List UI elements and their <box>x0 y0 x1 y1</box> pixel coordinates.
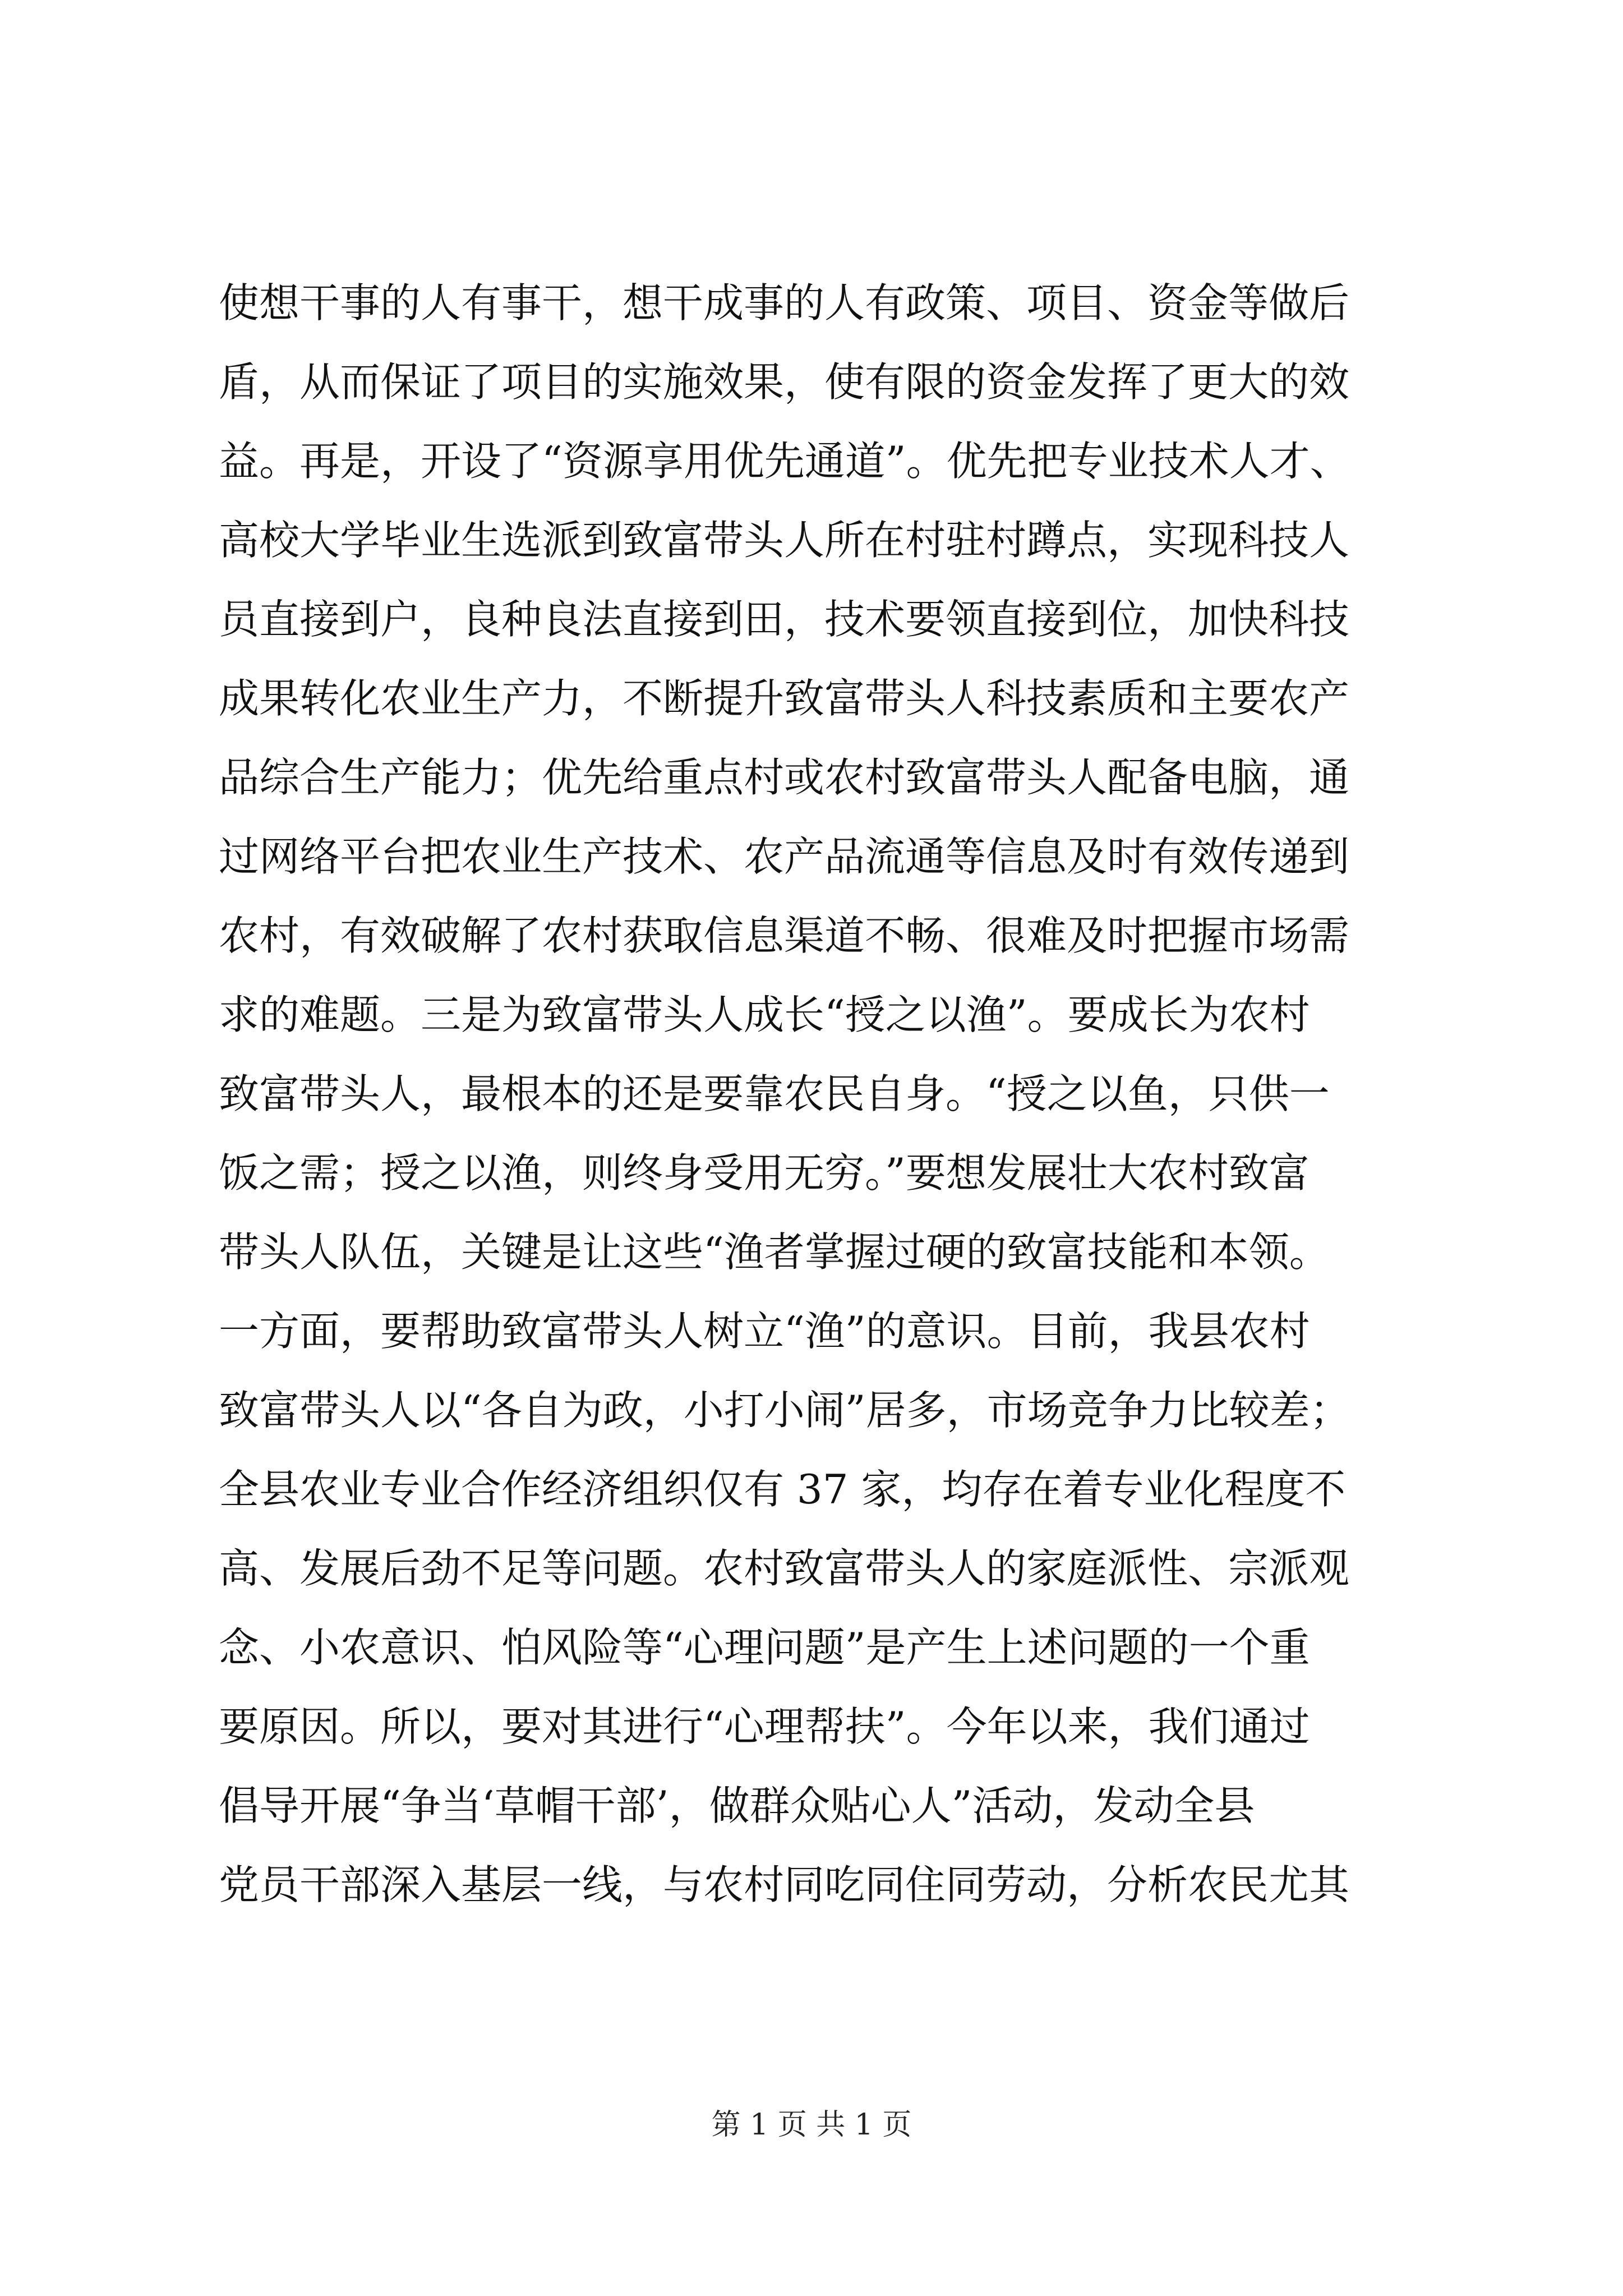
text-line: 党员干部深入基层一线，与农村同吃同住同劳动，分析农民尤其 <box>219 1861 1350 1908</box>
text-line: 品综合生产能力；优先给重点村或农村致富带头人配备电脑，通 <box>219 754 1350 801</box>
text-line: 高校大学毕业生选派到致富带头人所在村驻村蹲点，实现科技人 <box>219 517 1350 564</box>
text-line: 求的难题。三是为致富带头人成长“授之以渔”。要成长为农村 <box>219 991 1310 1038</box>
page-number-footer: 第 1 页 共 1 页 <box>711 2108 912 2142</box>
text-line: 要原因。所以，要对其进行“心理帮扶”。今年以来，我们通过 <box>219 1703 1310 1750</box>
text-line: 员直接到户，良种良法直接到田，技术要领直接到位，加快科技 <box>219 596 1350 643</box>
body-text <box>219 264 1441 1925</box>
text-line: 致富带头人，最根本的还是要靠农民自身。“授之以鱼，只供一 <box>219 1070 1330 1117</box>
text-line: 成果转化农业生产力，不断提升致富带头人科技素质和主要农产 <box>219 675 1350 722</box>
text-line: 饭之需；授之以渔，则终身受用无穷。”要想发展壮大农村致富 <box>219 1149 1310 1197</box>
text-line: 带头人队伍，关键是让这些“渔者掌握过硬的致富技能和本领。 <box>219 1228 1330 1276</box>
text-line: 倡导开展“争当‘草帽干部’，做群众贴心人”活动，发动全县 <box>219 1782 1255 1829</box>
text-line: 过网络平台把农业生产技术、农产品流通等信息及时有效传递到 <box>219 833 1350 880</box>
text-line: 盾，从而保证了项目的实施效果，使有限的资金发挥了更大的效 <box>219 358 1350 406</box>
text-line: 致富带头人以“各自为政，小打小闹”居多，市场竞争力比较差； <box>219 1387 1350 1434</box>
text-line: 益。再是，开设了“资源享用优先通道”。优先把专业技术人才、 <box>219 438 1350 485</box>
text-line: 念、小农意识、怕风险等“心理问题”是产生上述问题的一个重 <box>219 1624 1310 1671</box>
text-line: 一方面，要帮助致富带头人树立“渔”的意识。目前，我县农村 <box>219 1308 1310 1355</box>
text-line: 农村，有效破解了农村获取信息渠道不畅、很难及时把握市场需 <box>219 912 1350 959</box>
text-line: 使想干事的人有事干，想干成事的人有政策、项目、资金等做后 <box>219 279 1350 326</box>
text-line: 高、发展后劲不足等问题。农村致富带头人的家庭派性、宗派观 <box>219 1545 1350 1592</box>
text-line: 全县农业专业合作经济组织仅有 37 家，均存在着专业化程度不 <box>219 1466 1346 1513</box>
